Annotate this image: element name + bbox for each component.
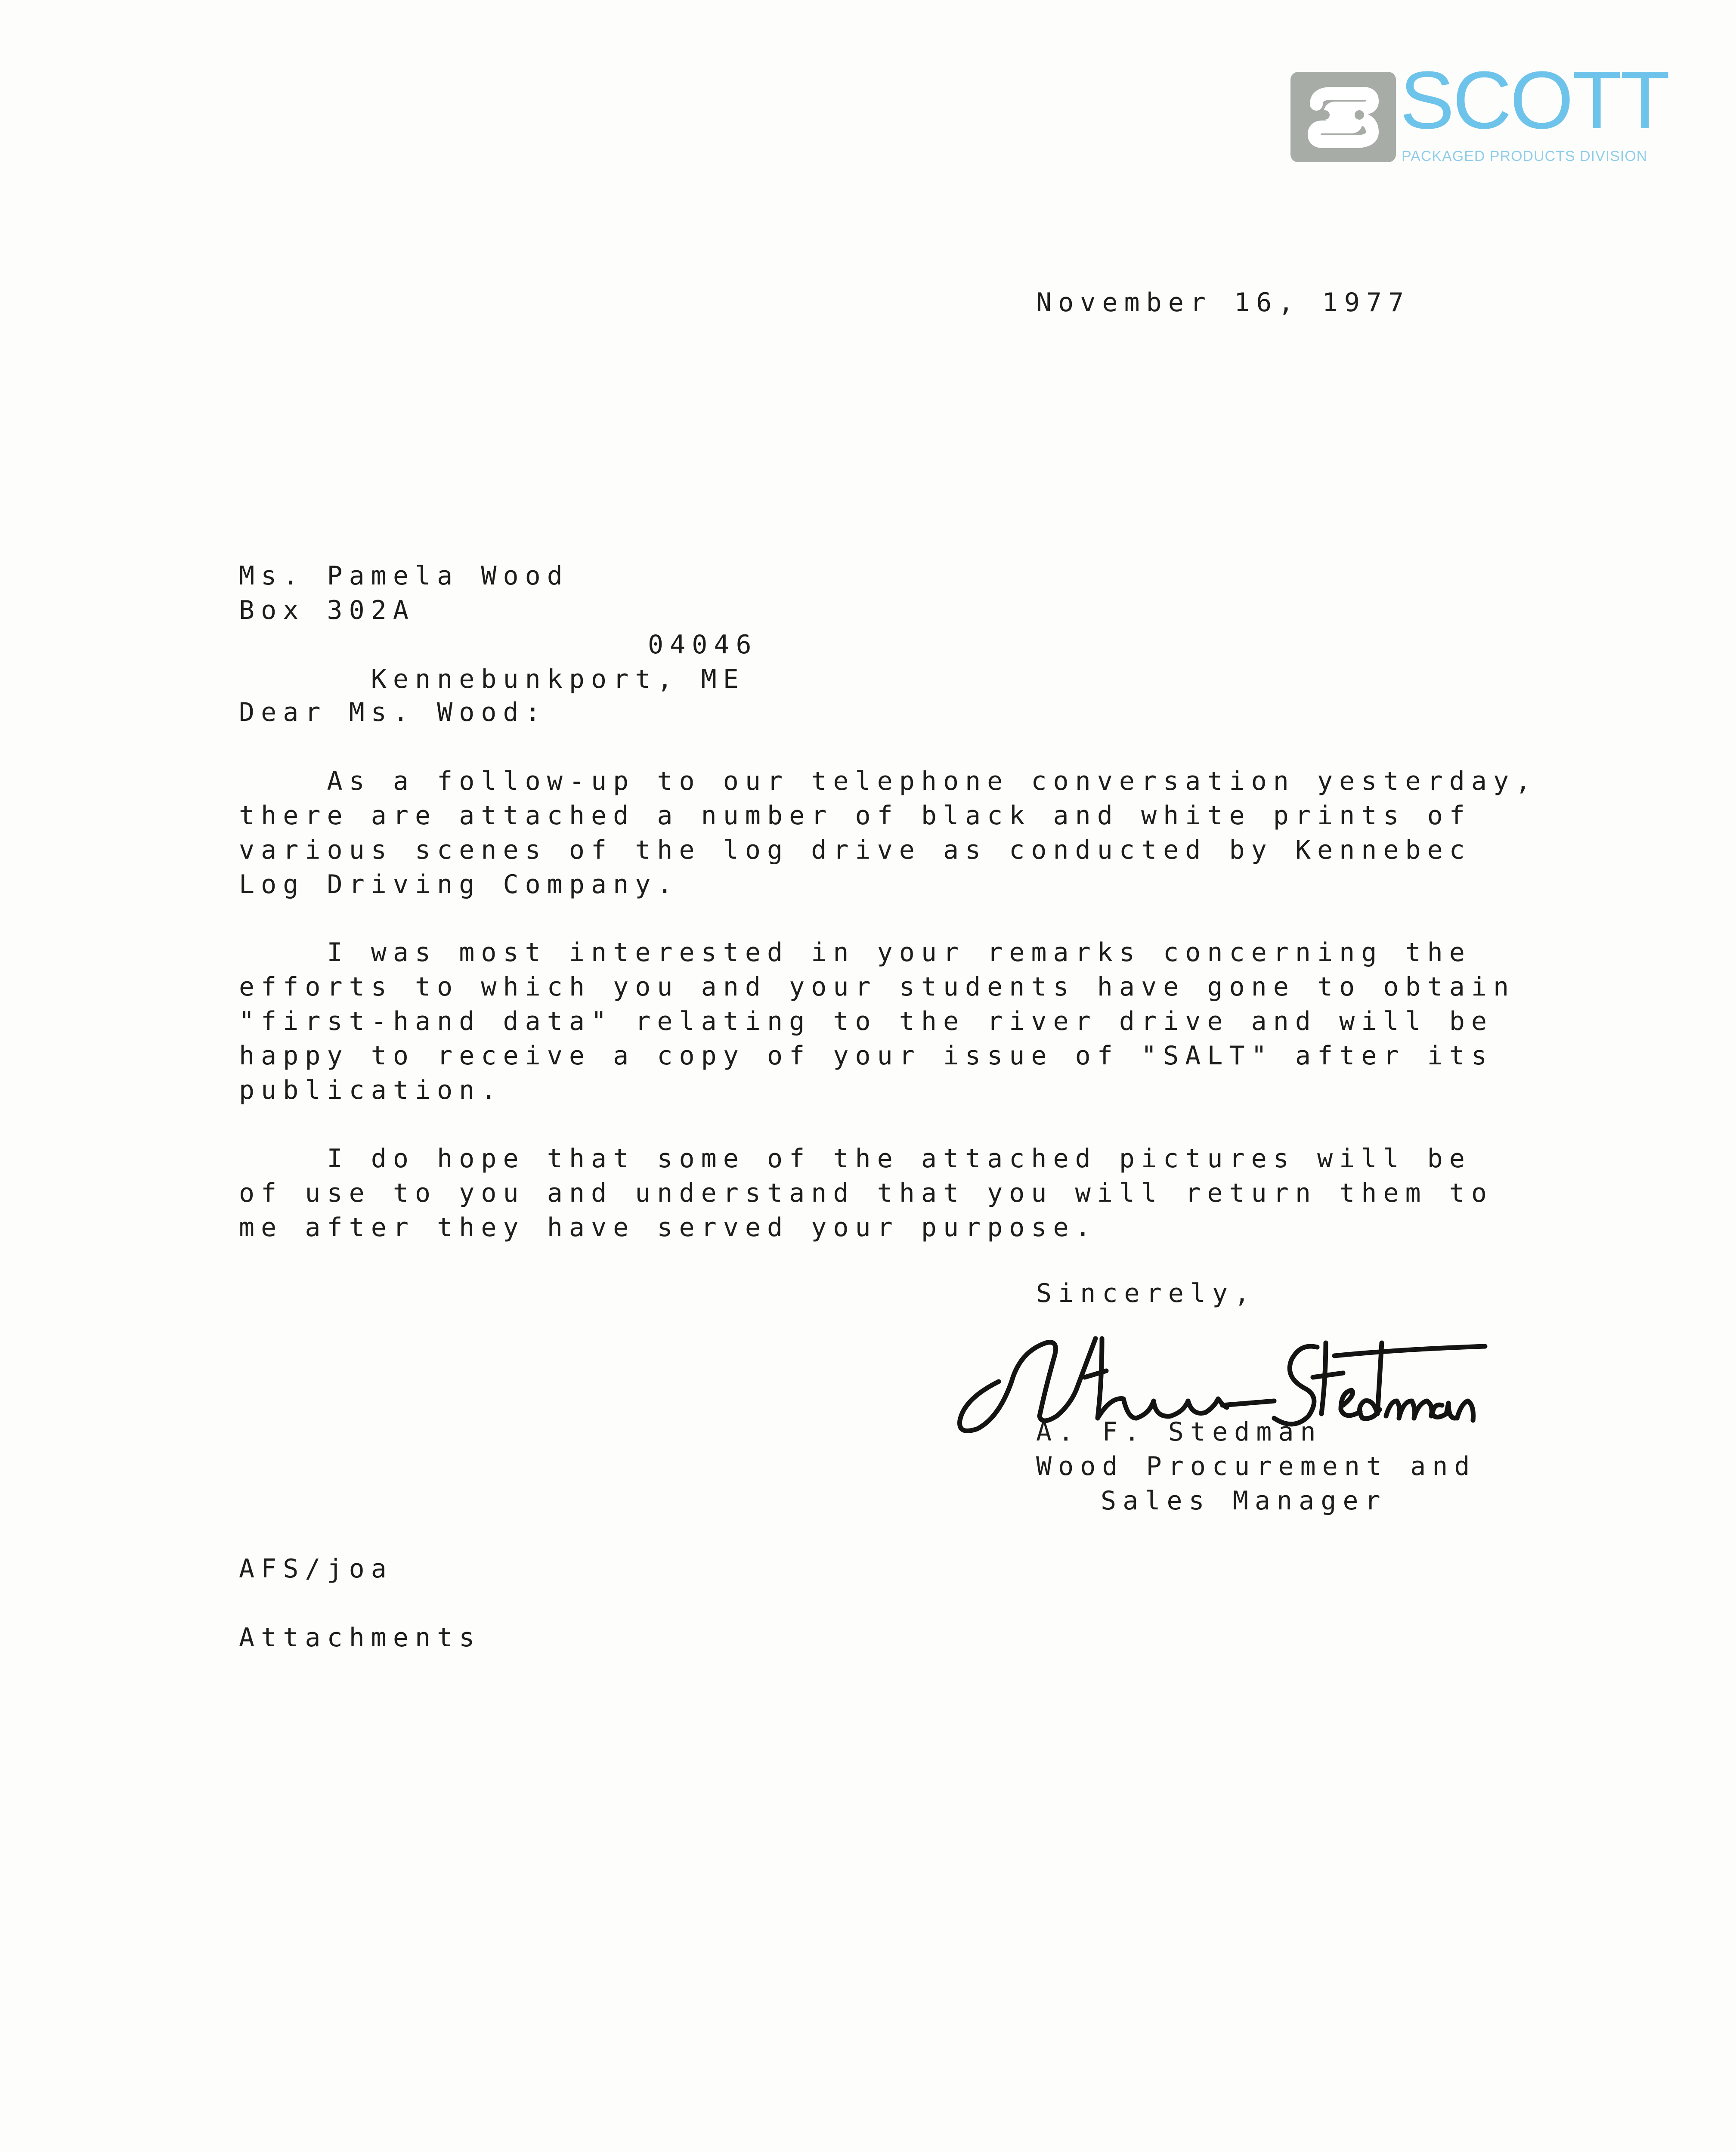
signatory-title-line2: Sales Manager	[1101, 1486, 1387, 1516]
division-name: PACKAGED PRODUCTS DIVISION	[1402, 148, 1648, 164]
reference-initials: AFS/joa	[239, 1554, 393, 1584]
paragraph-line: publication.	[239, 1075, 503, 1105]
paragraph-line: As a follow-up to our telephone conversation yesterday,	[239, 766, 1538, 796]
paragraph-line: efforts to which you and your students have gone to obtain	[239, 972, 1516, 1002]
paragraph-line: happy to receive a copy of your issue of "SALT" after its	[239, 1041, 1494, 1071]
enclosure-line: Attachments	[239, 1623, 481, 1653]
paragraph-line: of use to you and understand that you will return them to	[239, 1178, 1494, 1208]
signatory-block	[1036, 1415, 1476, 1518]
recipient-city-state: Kennebunkport, ME	[371, 664, 745, 694]
salutation: Dear Ms. Wood:	[239, 697, 547, 727]
letter-date: November 16, 1977	[1036, 288, 1411, 318]
paragraph-line: there are attached a number of black and white prints of	[239, 801, 1471, 831]
recipient-zip: 04046	[648, 630, 758, 660]
paragraph-line: "first-hand data" relating to the river drive and will be	[239, 1006, 1494, 1036]
body-paragraph-3	[239, 1141, 1493, 1245]
brand-name: SCOTT	[1400, 55, 1668, 146]
paragraph-line: various scenes of the log drive as conducted by Kennebec	[239, 835, 1471, 865]
recipient-address	[239, 559, 758, 765]
closing: Sincerely,	[1036, 1278, 1256, 1308]
recipient-name: Ms. Pamela Wood	[239, 561, 569, 591]
paragraph-line: I was most interested in your remarks concerning the	[239, 937, 1471, 968]
scott-s-logo-icon	[1290, 72, 1396, 162]
paragraph-line: I do hope that some of the attached pictures will be	[239, 1144, 1471, 1174]
signatory-title-line1: Wood Procurement and	[1036, 1451, 1476, 1481]
paragraph-line: Log Driving Company.	[239, 869, 679, 900]
body-paragraph-2	[239, 935, 1515, 1107]
body-paragraph-1	[239, 764, 1537, 902]
signatory-name: A. F. Stedman	[1036, 1417, 1322, 1447]
paragraph-line: me after they have served your purpose.	[239, 1212, 1097, 1243]
recipient-box: Box 302A	[239, 595, 415, 625]
